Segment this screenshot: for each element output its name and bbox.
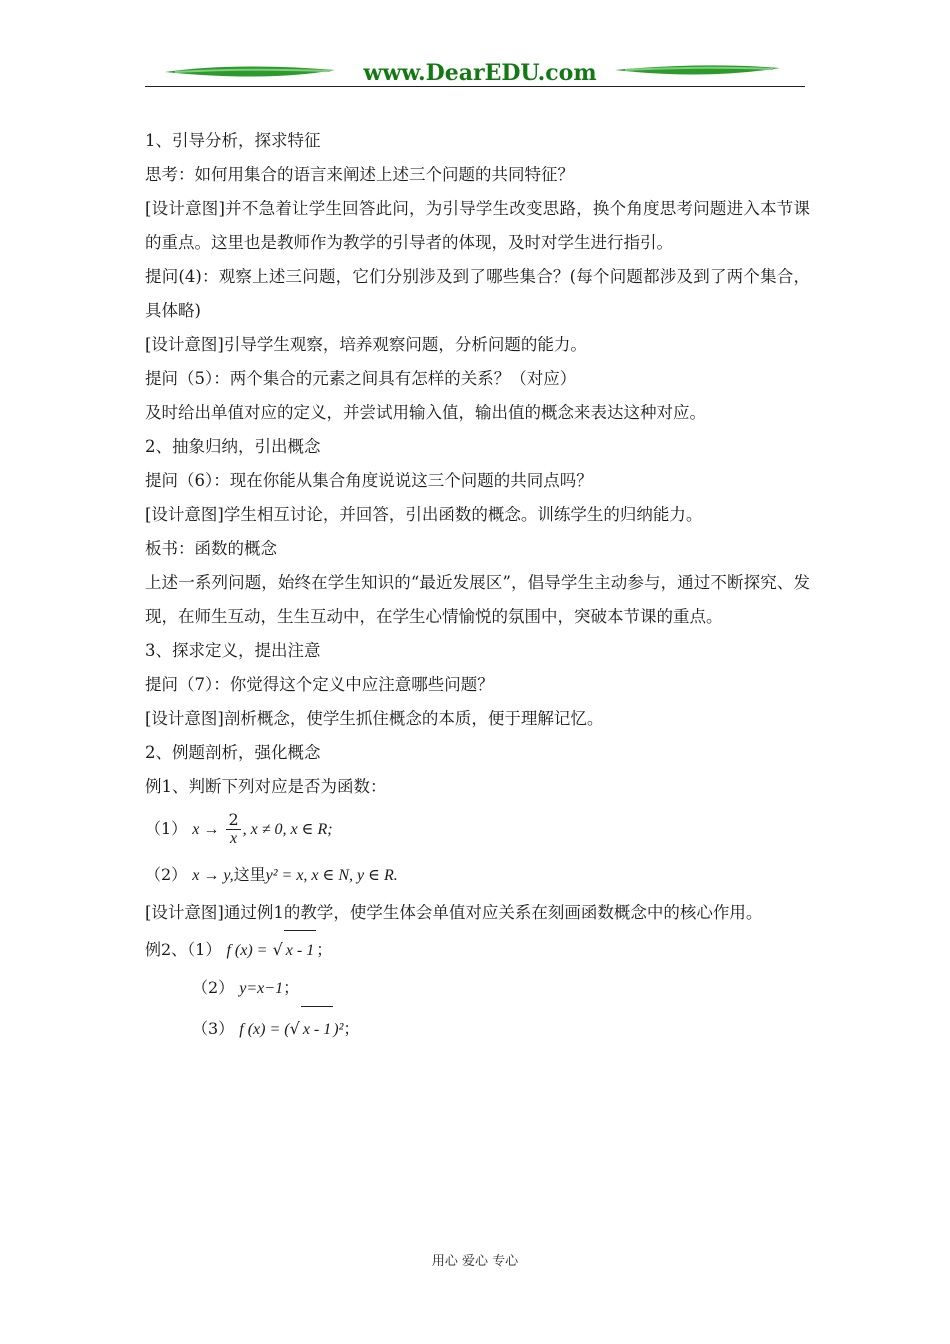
document-body (145, 124, 810, 1053)
header-rule (145, 86, 805, 87)
ex1-item2-label: （2） (145, 865, 188, 884)
ex1-item1-math-b: , x ≠ 0, x ∈ R; (242, 821, 333, 838)
ex2-item2-label: （2） (192, 978, 235, 997)
section-4-title: 2、例题剖析，强化概念 (145, 743, 321, 762)
design-intent-5: [设计意图]通过例1的教学，使学生体会单值对应关系在刻画函数概念中的核心作用。 (145, 903, 763, 922)
design-intent-4: [设计意图]剖析概念，使学生抓住概念的本质，便于理解记忆。 (145, 709, 604, 728)
ex1-item1-math-a: x → (192, 821, 220, 838)
ex1-item2-cn: 这里 (233, 865, 266, 884)
think-question: 思考：如何用集合的语言来阐述上述三个问题的共同特征？ (145, 165, 574, 184)
ex1-item1-frac-num: 2 (228, 810, 239, 829)
example-2-item-1 (145, 930, 810, 971)
design-intent-2: [设计意图]引导学生观察，培养观察问题，分析问题的能力。 (145, 335, 587, 354)
ex1-item1-label: （1） (145, 819, 188, 838)
ex2-item2-math: y=x−1 (239, 980, 284, 997)
site-logo-text[interactable]: www.DearEDU.com (363, 60, 597, 86)
design-intent-1: [设计意图]并不急着让学生回答此问，为引导学生改变思路，换个角度思考问题进入本节课的重点。这里也是教师作为教学的引导者的体现，及时对学生进行指引。 (145, 199, 810, 252)
example-1-intro: 例1、判断下列对应是否为函数： (145, 777, 387, 796)
ex2-item3-math-b: )² (333, 1021, 344, 1038)
ex1-item2-math-b: y² = x, x ∈ N, y ∈ R. (265, 867, 398, 884)
design-intent-3: [设计意图]学生相互讨论，并回答，引出函数的概念。训练学生的归纳能力。 (145, 505, 703, 524)
ex2-label: 例2、（1） (145, 940, 222, 959)
ex2-item1-end: ； (316, 940, 333, 959)
ex2-item3-label: （3） (192, 1019, 235, 1038)
question-6: 提问（6）：现在你能从集合角度说说这三个问题的共同点吗？ (145, 471, 593, 490)
section-1-title: 1、引导分析，探求特征 (145, 131, 321, 150)
site-header (145, 58, 805, 92)
example-2-item-3 (145, 1006, 810, 1053)
ex2-item3-radicand: x - 1 (301, 1006, 333, 1053)
example-2-item-2 (145, 971, 810, 1006)
ex2-item3-math-a: f (x) = ( (239, 1021, 290, 1038)
section-3-title: 3、探求定义，提出注意 (145, 641, 321, 660)
section-2-title: 2、抽象归纳，引出概念 (145, 437, 321, 456)
page-footer: 用心 爱心 专心 (431, 1254, 519, 1269)
ex2-item2-end: ； (283, 978, 300, 997)
example-1-item-1 (145, 804, 810, 855)
question-5: 提问（5）：两个集合的元素之间具有怎样的关系？（对应） (145, 369, 577, 388)
ex2-item1-radicand: x - 1 (284, 930, 316, 971)
question-4: 提问(4)：观察上述三问题，它们分别涉及到了哪些集合？(每个问题都涉及到了两个集合，具体略) (145, 267, 810, 320)
single-value-mapping-note: 及时给出单值对应的定义，并尝试用输入值，输出值的概念来表达这种对应。 (145, 403, 706, 422)
ex1-item1-frac-den: x (230, 830, 238, 847)
example-1-item-2 (145, 855, 810, 896)
ex2-item3-end: ； (343, 1019, 360, 1038)
board-note: 板书：函数的概念 (145, 539, 277, 558)
ex1-item2-math-a: x → y, (192, 867, 234, 884)
question-7: 提问（7）：你觉得这个定义中应注意哪些问题？ (145, 675, 494, 694)
ex2-item3-radical: √ x - 1 (290, 1019, 334, 1038)
ex2-item1-radical: √ x - 1 (273, 940, 317, 959)
series-paragraph: 上述一系列问题，始终在学生知识的“最近发展区”，倡导学生主动参与，通过不断探究、发现，在师生互动，生生互动中，在学生心情愉悦的氛围中，突破本节课的重点。 (145, 573, 810, 626)
ex2-item1-math-a: f (x) = (226, 942, 268, 959)
ex1-item1-fraction (226, 811, 240, 848)
